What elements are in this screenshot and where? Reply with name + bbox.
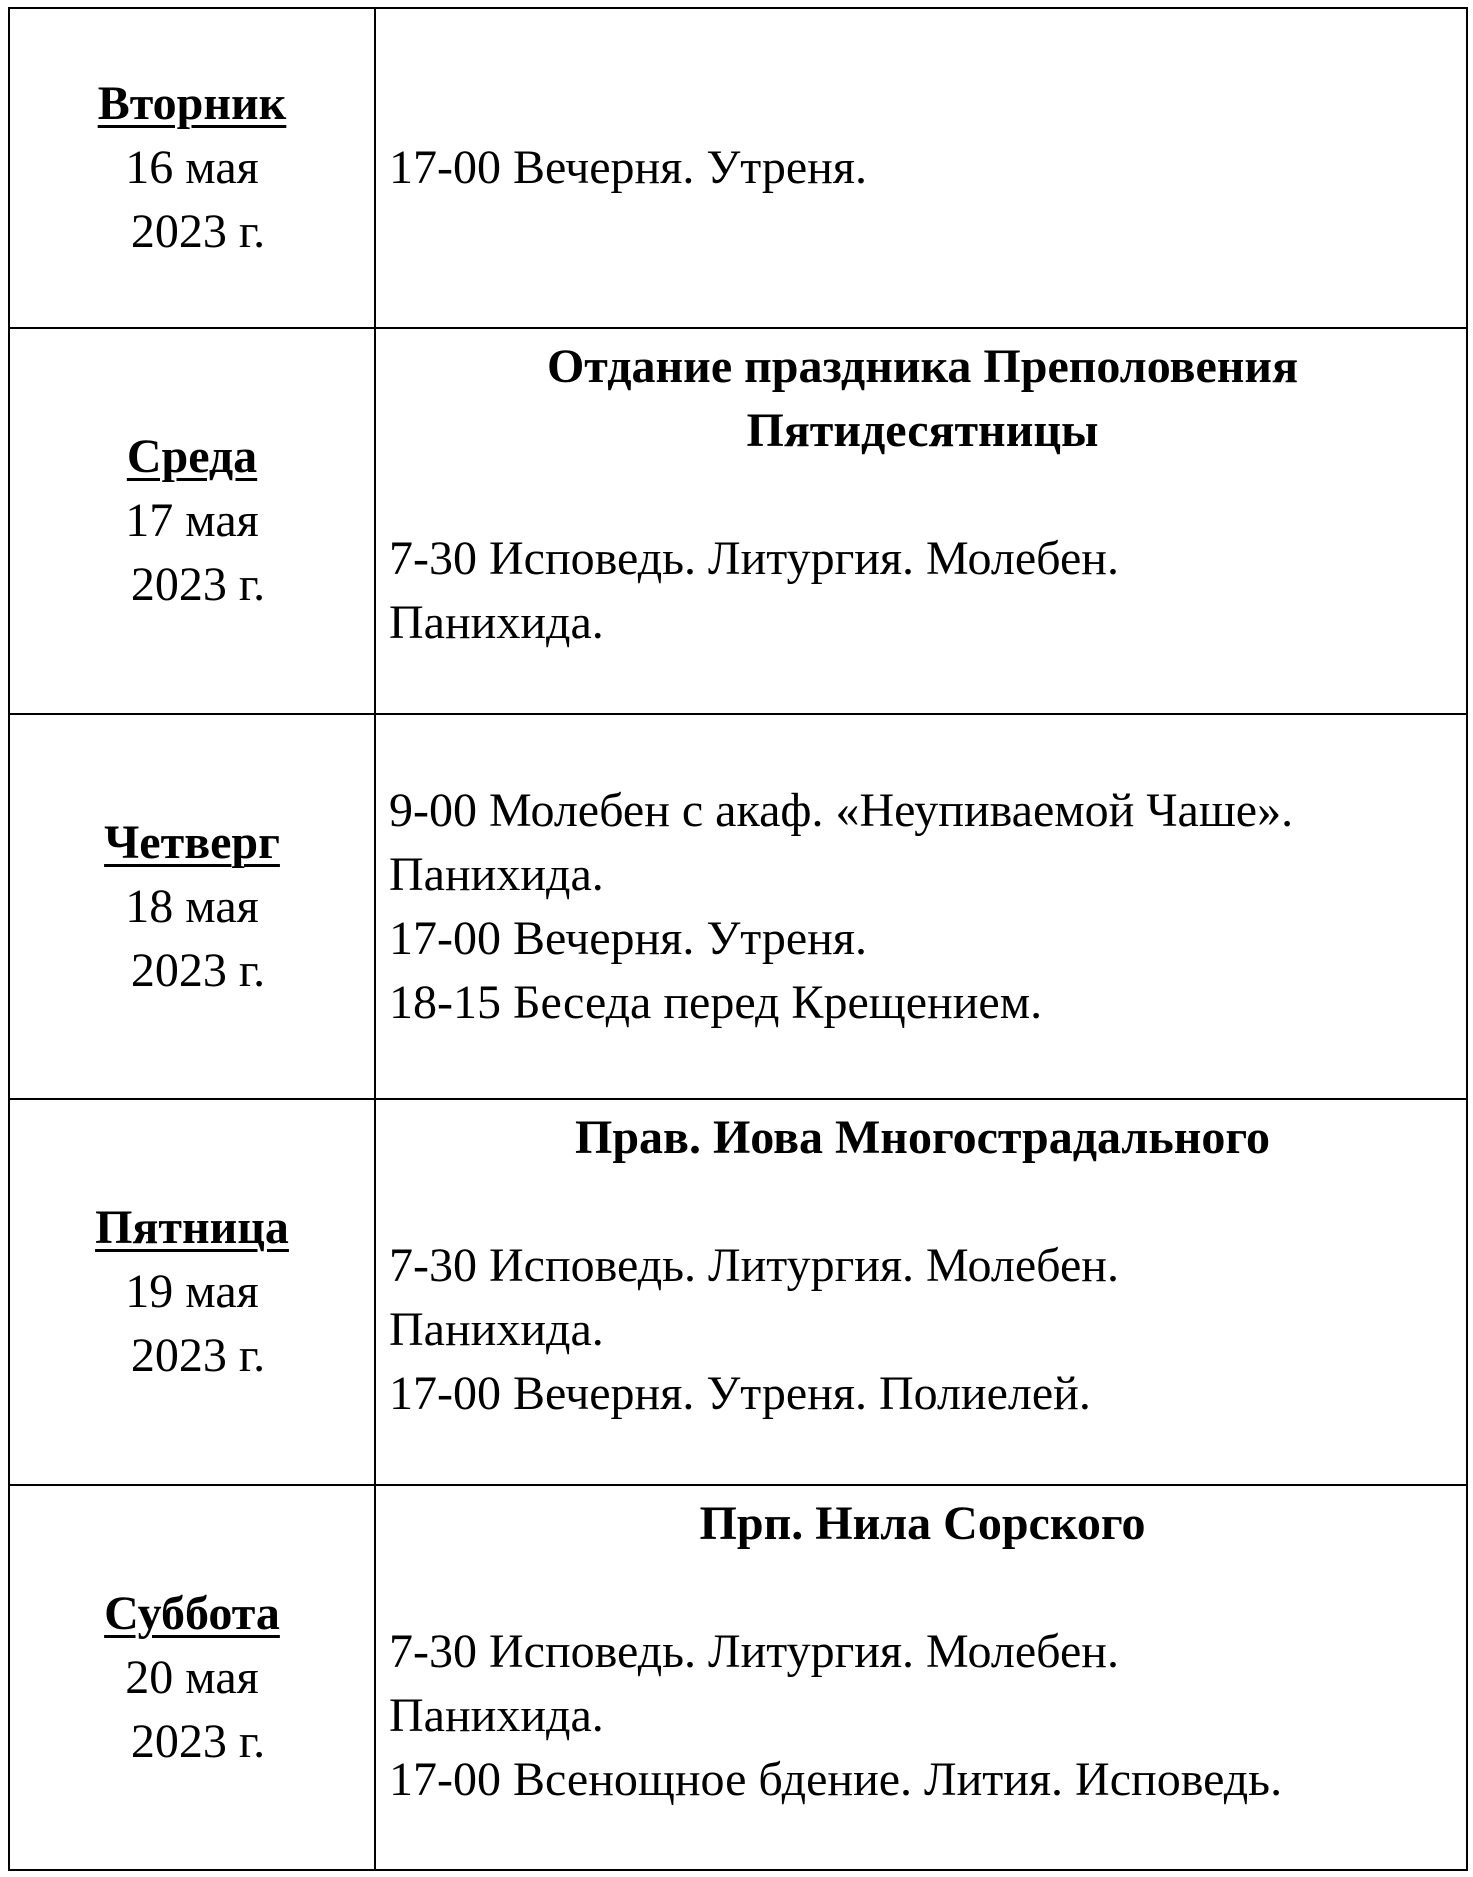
day-cell [9, 1099, 375, 1485]
day-name: Пятница [95, 1201, 289, 1254]
service-line: Панихида. [389, 596, 604, 649]
service-line: 17-00 Всенощное бдение. Лития. Исповедь. [389, 1753, 1283, 1806]
feast-title [389, 1492, 1466, 1556]
schedule-row-thursday [9, 714, 1467, 1099]
service-line: 7-30 Исповедь. Литургия. Молебен. [389, 532, 1119, 585]
day-year: 2023 г. [130, 1329, 266, 1382]
day-year: 2023 г. [130, 1714, 266, 1768]
day-name: Четверг [104, 815, 280, 869]
day-cell [9, 714, 375, 1099]
day-date: 19 мая [125, 1265, 259, 1318]
service-line: Панихида. [389, 847, 604, 901]
day-name: Вторник [97, 77, 287, 130]
feast-line: Отдание праздника Преполовения [546, 340, 1299, 393]
day-date: 17 мая [125, 494, 259, 547]
feast-line: Пятидесятницы [746, 404, 1099, 457]
events-cell [375, 714, 1467, 1099]
events-cell [375, 328, 1467, 714]
day-name: Суббота [104, 1586, 280, 1640]
day-date: 18 мая [125, 879, 259, 933]
service-line: 9-00 Молебен с акаф. «Неупиваемой Чаше». [389, 783, 1294, 837]
schedule-row-wednesday [9, 328, 1467, 714]
events-cell [375, 8, 1467, 328]
day-year: 2023 г. [130, 943, 266, 997]
day-year: 2023 г. [130, 205, 266, 258]
schedule-row-saturday [9, 1485, 1467, 1870]
service-line: Панихида. [389, 1303, 604, 1356]
service-line: 7-30 Исповедь. Литургия. Молебен. [389, 1239, 1119, 1292]
day-date: 16 мая [125, 141, 259, 194]
service-line: Панихида. [389, 1689, 604, 1742]
schedule-table [8, 7, 1468, 1871]
day-cell [9, 1485, 375, 1870]
service-line: 17-00 Вечерня. Утреня. [389, 911, 867, 965]
day-date: 20 мая [125, 1650, 259, 1704]
service-line: 17-00 Вечерня. Утреня. Полиелей. [389, 1367, 1091, 1420]
feast-line: Прав. Иова Многострадального [574, 1111, 1270, 1164]
schedule-row-friday [9, 1099, 1467, 1485]
feast-line: Прп. Нила Сорского [699, 1497, 1146, 1550]
service-line: 17-00 Вечерня. Утреня. [389, 141, 867, 194]
service-line: 7-30 Исповедь. Литургия. Молебен. [389, 1625, 1119, 1678]
events-cell [375, 1485, 1467, 1870]
feast-title [389, 1106, 1466, 1170]
day-cell [9, 8, 375, 328]
service-line: 18-15 Беседа перед Крещением. [389, 975, 1043, 1029]
schedule-row-tuesday [9, 8, 1467, 328]
day-cell [9, 328, 375, 714]
feast-title [389, 335, 1466, 463]
day-name: Среда [126, 430, 258, 483]
day-year: 2023 г. [130, 558, 266, 611]
events-cell [375, 1099, 1467, 1485]
